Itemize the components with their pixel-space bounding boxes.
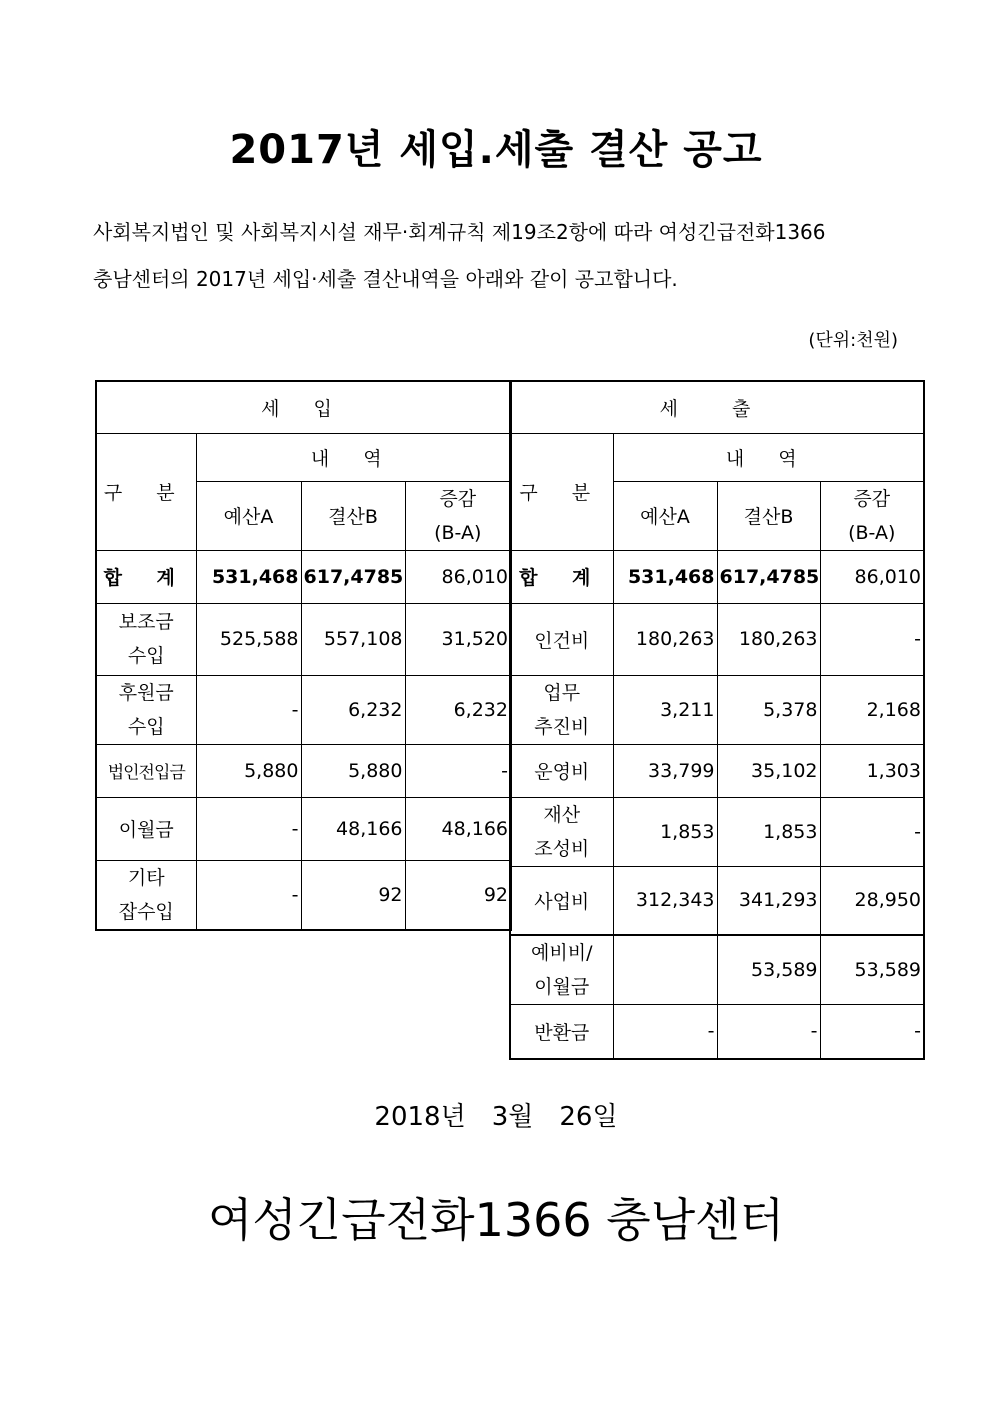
row-label: 보조금 수입 [96,603,196,675]
settle-cell: - [717,1005,820,1059]
budget-cell: 180,263 [613,603,717,675]
budget-cell [613,935,717,1005]
income-detail-header: 내 역 [196,433,511,481]
settle-cell: 341,293 [717,866,820,935]
table-row [96,550,511,603]
table-row [510,675,924,744]
budget-cell: - [196,797,301,860]
budget-cell: - [196,675,301,744]
diff-cell: - [820,603,924,675]
income-section-header: 세 입 [96,381,511,433]
budget-cell: - [613,1005,717,1059]
diff-cell: 6,232 [405,675,511,744]
row-label: 기타 잡수입 [96,860,196,930]
diff-cell: 31,520 [405,603,511,675]
diff-cell: - [820,1005,924,1059]
intro-line-1: 사회복지법인 및 사회복지시설 재무·회계규칙 제19조2항에 따라 여성긴급전화1366 [93,220,826,244]
expense-col-settle: 결산B [717,481,820,550]
budget-cell: 531,468 [196,550,301,603]
settle-cell: 557,108 [301,603,405,675]
diff-cell: 86,010 [405,550,511,603]
intro-line-2: 충남센터의 2017년 세입·세출 결산내역을 아래와 같이 공고합니다. [93,267,678,291]
table-row [510,797,924,866]
budget-cell: 312,343 [613,866,717,935]
row-label: 예비비/ 이월금 [510,935,613,1005]
row-label: 업무 추진비 [510,675,613,744]
settle-cell: 5,378 [717,675,820,744]
row-label: 사업비 [510,866,613,935]
row-label: 이월금 [96,797,196,860]
expense-detail-header: 내 역 [613,433,924,481]
settle-cell: 1,853 [717,797,820,866]
diff-cell: - [820,797,924,866]
income-col-settle: 결산B [301,481,405,550]
expense-table [509,380,925,1060]
diff-cell: 92 [405,860,511,930]
row-label: 후원금 수입 [96,675,196,744]
organization-name: 여성긴급전화1366 충남센터 [207,1193,785,1247]
row-label: 재산 조성비 [510,797,613,866]
diff-cell: - [405,744,511,797]
budget-cell: 1,853 [613,797,717,866]
settle-cell: 48,166 [301,797,405,860]
settle-cell: 92 [301,860,405,930]
budget-cell: 33,799 [613,744,717,797]
diff-cell: 48,166 [405,797,511,860]
table-row [510,866,924,935]
settle-cell: 53,589 [717,935,820,1005]
settle-cell: 6,232 [301,675,405,744]
expense-col-budget: 예산A [613,481,717,550]
expense-category-header: 구 분 [510,433,613,550]
table-row [96,797,511,860]
table-row [96,603,511,675]
settle-cell: 617,4785 [717,550,820,603]
table-row [510,935,924,1005]
table-row [96,744,511,797]
table-row [510,603,924,675]
diff-cell: 1,303 [820,744,924,797]
diff-cell: 86,010 [820,550,924,603]
row-label: 인건비 [510,603,613,675]
budget-cell: 525,588 [196,603,301,675]
budget-cell: 3,211 [613,675,717,744]
budget-cell: 531,468 [613,550,717,603]
unit-note: (단위:천원) [808,330,898,351]
row-label: 반환금 [510,1005,613,1059]
table-row [96,860,511,930]
row-label: 합 계 [510,550,613,603]
table-row [510,550,924,603]
announcement-date: 2018년 3월 26일 [374,1102,618,1132]
table-row [96,675,511,744]
row-label: 합 계 [96,550,196,603]
diff-cell: 2,168 [820,675,924,744]
diff-cell: 28,950 [820,866,924,935]
page-title: 2017년 세입.세출 결산 공고 [229,127,763,173]
settle-cell: 35,102 [717,744,820,797]
settle-cell: 180,263 [717,603,820,675]
table-row [510,744,924,797]
income-category-header: 구 분 [96,433,196,550]
budget-cell: 5,880 [196,744,301,797]
diff-cell: 53,589 [820,935,924,1005]
income-col-budget: 예산A [196,481,301,550]
income-col-diff: 증감 (B-A) [405,481,511,550]
expense-col-diff: 증감 (B-A) [820,481,924,550]
income-table [95,380,512,931]
expense-section-header: 세 출 [510,381,924,433]
row-label: 법인전입금 [96,744,196,797]
settle-cell: 5,880 [301,744,405,797]
budget-cell: - [196,860,301,930]
table-row [510,1005,924,1059]
settle-cell: 617,4785 [301,550,405,603]
row-label: 운영비 [510,744,613,797]
